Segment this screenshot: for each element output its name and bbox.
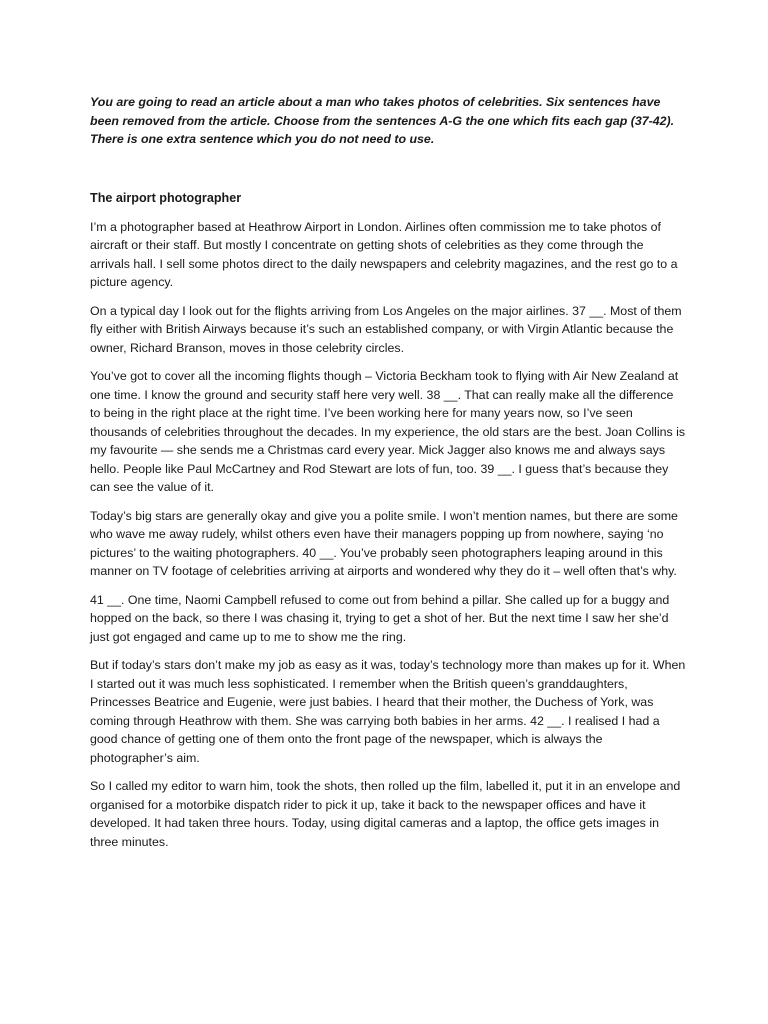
article-paragraph-3: You’ve got to cover all the incoming flights though – Victoria Beckham took to flying with Air New Zealand at one time. I know the ground and security staff here very well. 38 __. That can really make all the difference to being in the right place at the right time. I’ve been working here for many years now, so I’ve seen thousands of celebrities throughout the decades. In my experience, the old stars are the best. Joan Collins is my favourite — she sends me a Christmas card every year. Mick Jagger also knows me and always says hello. People like Paul McCartney and Rod Stewart are lots of fun, too. 39 __. I guess that’s because they can see the value of it. (90, 369, 686, 494)
article-paragraph-2: On a typical day I look out for the flights arriving from Los Angeles on the major airlines. 37 __. Most of them fly either with British Airways because it’s such an established company, or with Virgin Atlantic because the owner, Richard Branson, moves in those celebrity circles. (90, 303, 682, 355)
task-instructions: You are going to read an article about a man who takes photos of celebrities. Six sentences have been removed from the article. Choose from the sentences A-G the one which fits each gap (37-42). There is one extra sentence which you do not need to use. (90, 95, 675, 146)
article-paragraph-1: I’m a photographer based at Heathrow Airport in London. Airlines often commission me to take photos of aircraft or their staff. But mostly I concentrate on getting shots of celebrities as they come through the arrivals hall. I sell some photos direct to the daily newspapers and celebrity magazines, and the rest go to a picture agency. (90, 219, 678, 289)
article-paragraph-5: 41 __. One time, Naomi Campbell refused to come out from behind a pillar. She called up for a buggy and hopped on the back, so there I was chasing it, trying to get a shot of her. But the next time I saw her she’d just got engaged and came up to me to show me the ring. (90, 592, 670, 644)
article-paragraph-7: So I called my editor to warn him, took the shots, then rolled up the film, labelled it, put it in an envelope and organised for a motorbike dispatch rider to pick it up, take it back to the newspaper offices and have it developed. It had taken three hours. Today, using digital cameras and a laptop, the office gets images in three minutes. (90, 779, 681, 849)
document-page (90, 93, 686, 861)
article-paragraph-6: But if today’s stars don’t make my job as easy as it was, today’s technology more than makes up for it. When I started out it was much less sophisticated. I remember when the British queen’s granddaughters, Princesses Beatrice and Eugenie, were just babies. I heard that their mother, the Duchess of York, was coming through Heathrow with them. She was carrying both babies in her arms. 42 __. I realised I had a good chance of getting one of them onto the front page of the newspaper, which is always the photographer’s aim. (90, 658, 686, 765)
article-title: The airport photographer (90, 190, 242, 205)
article-paragraph-4: Today’s big stars are generally okay and give you a polite smile. I won’t mention names, but there are some who wave me away rudely, whilst others even have their managers popping up from nowhere, saying ‘no pictures’ to the waiting photographers. 40 __. You’ve probably seen photographers leaping around in this manner on TV footage of celebrities arriving at airports and wondered why they do it – well often that’s why. (90, 508, 678, 578)
